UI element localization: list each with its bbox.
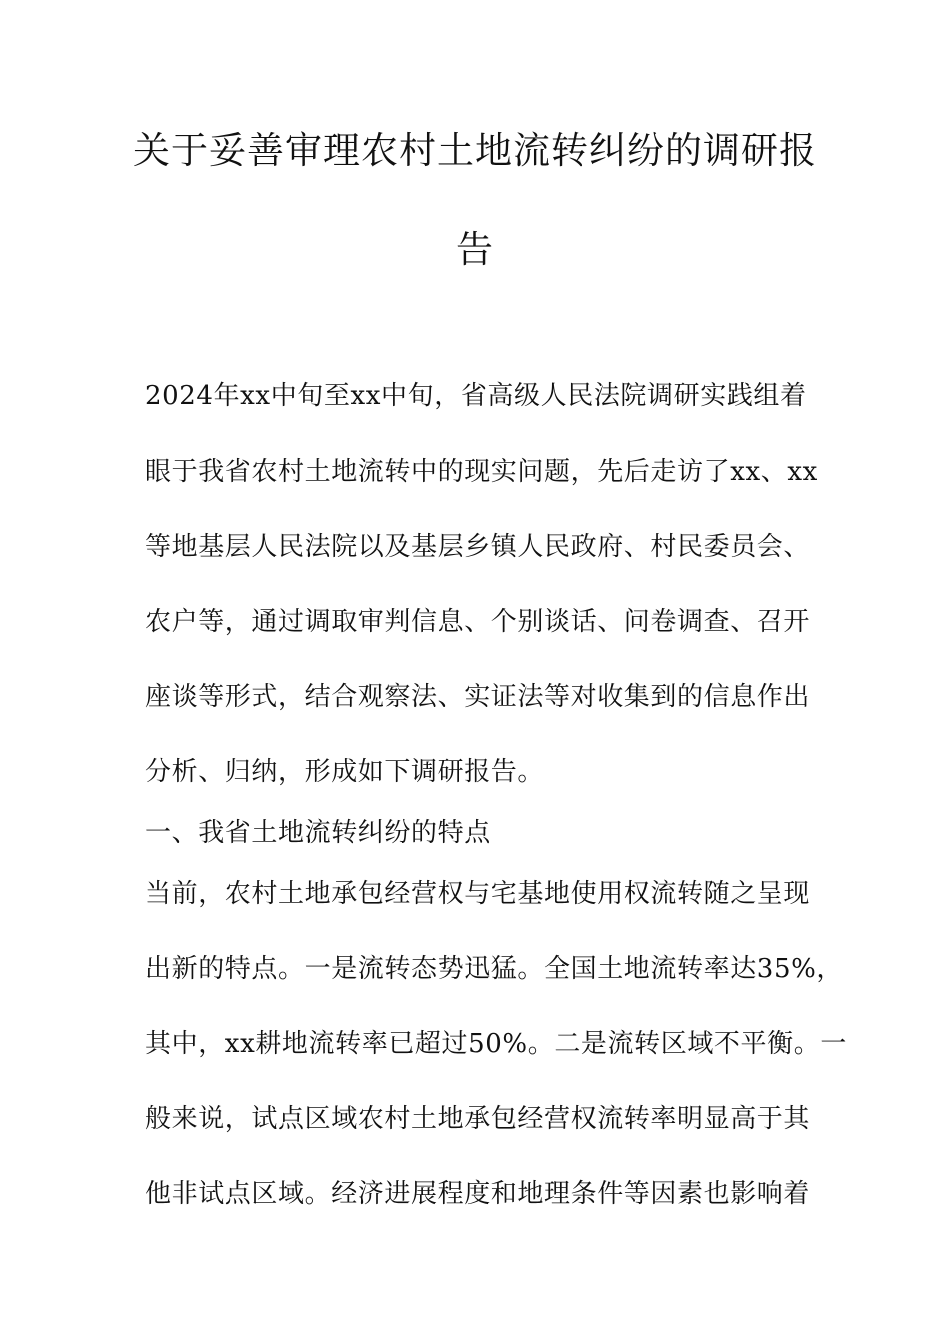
intro-line-6: 分析、归纳，形成如下调研报告。 xyxy=(145,757,545,787)
section-line-3: 其中，xx耕地流转率已超过50%。二是流转区域不平衡。一 xyxy=(145,1029,847,1059)
intro-line-2: 眼于我省农村土地流转中的现实问题，先后走访了xx、xx xyxy=(145,457,818,487)
section-line-4: 般来说，试点区域农村土地承包经营权流转率明显高于其 xyxy=(145,1104,811,1134)
section-line-5: 他非试点区域。经济进展程度和地理条件等因素也影响着 xyxy=(145,1179,811,1209)
section-line-1: 当前，农村土地承包经营权与宅基地使用权流转随之呈现 xyxy=(145,879,811,909)
intro-line-1: 2024年xx中旬至xx中旬，省高级人民法院调研实践组着 xyxy=(145,381,807,411)
document-title-line-1: 关于妥善审理农村土地流转纠纷的调研报 xyxy=(133,129,817,172)
intro-line-5: 座谈等形式，结合观察法、实证法等对收集到的信息作出 xyxy=(145,682,811,712)
section-line-2: 出新的特点。一是流转态势迅猛。全国土地流转率达35%， xyxy=(145,954,843,984)
intro-line-3: 等地基层人民法院以及基层乡镇人民政府、村民委员会、 xyxy=(145,532,811,562)
document-title-line-2: 告 xyxy=(456,228,494,271)
intro-line-4: 农户等，通过调取审判信息、个别谈话、问卷调查、召开 xyxy=(145,607,811,637)
section-heading: 一、我省土地流转纠纷的特点 xyxy=(145,818,491,848)
